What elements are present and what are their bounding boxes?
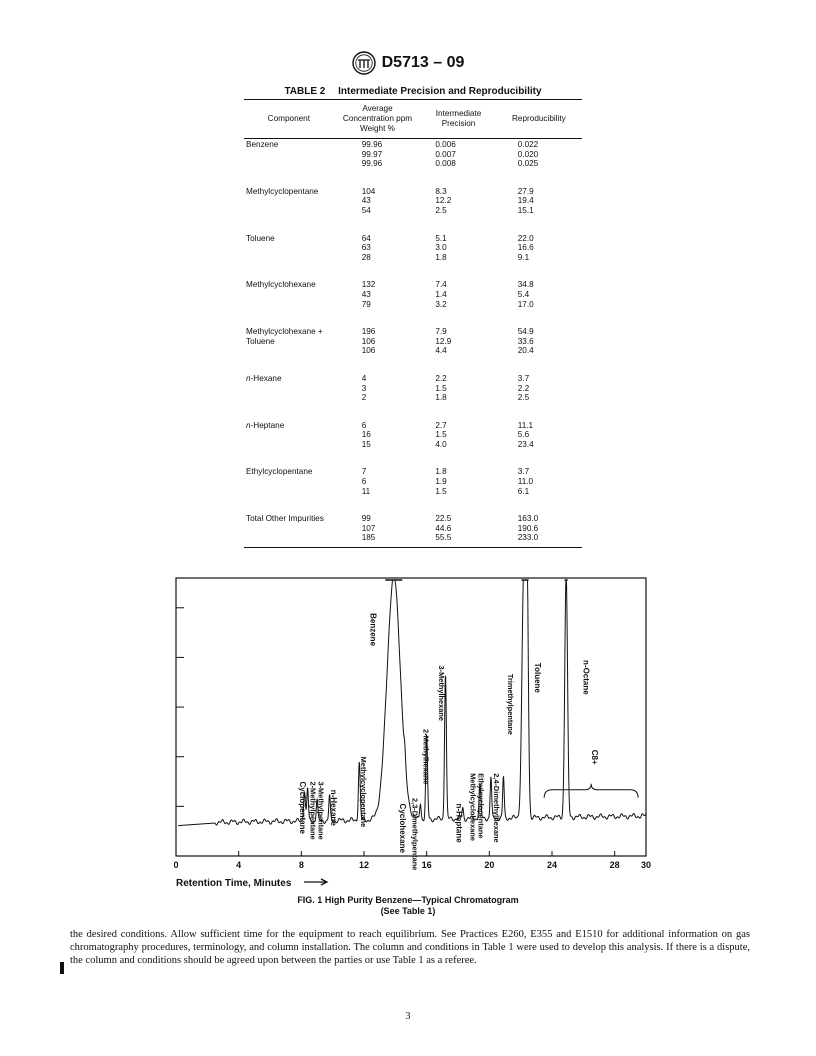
table-caption: Intermediate Precision and Reproducibility <box>338 86 542 97</box>
figure-caption <box>0 895 816 917</box>
table-row <box>244 139 582 186</box>
revision-change-bar <box>60 962 64 974</box>
peak-label: Methylcyclohexane <box>468 773 478 841</box>
precision-values: 7.9 12.9 4.4 <box>435 327 452 356</box>
peak-label: n-Octane <box>581 660 591 695</box>
component-name: n-Hexane <box>246 373 282 383</box>
component-name: Ethylcyclopentane <box>246 467 313 477</box>
figure-caption-line-2: (See Table 1) <box>380 906 436 916</box>
table-row <box>244 373 582 420</box>
x-tick-label: 30 <box>640 860 652 870</box>
x-tick-label: 8 <box>298 860 304 870</box>
component-name: Methylcyclopentane <box>246 186 319 196</box>
peak-label: 2,4-Dimethylhexane <box>492 773 502 843</box>
reproducibility-values: 11.1 5.6 23.4 <box>517 420 534 449</box>
baseline-trace <box>178 823 215 826</box>
component-name: Benzene <box>246 140 279 149</box>
peak-label: Toluene <box>532 662 542 693</box>
peak-label: n-Heptane <box>454 803 464 843</box>
reproducibility-values: 34.8 5.4 17.0 <box>517 280 534 309</box>
x-tick-label: 28 <box>609 860 620 870</box>
component-name: Total Other Impurities <box>246 514 324 524</box>
concentration-values: 132 43 79 <box>361 280 376 309</box>
signal-trace <box>215 580 646 825</box>
x-tick-label: 4 <box>236 860 242 870</box>
x-axis-arrow-icon <box>304 879 327 885</box>
precision-values: 7.4 1.4 3.2 <box>435 280 447 309</box>
header-concentration: Average Concentration ppm Weight % <box>334 100 422 139</box>
table-row <box>244 326 582 373</box>
peak-label: 3-Methylpentane <box>316 781 326 840</box>
concentration-values: 196 106 106 <box>361 327 376 356</box>
header-component: Component <box>244 100 334 139</box>
precision-values: 22.5 44.6 55.5 <box>435 514 452 543</box>
concentration-values: 7 6 11 <box>361 467 371 496</box>
table-title <box>244 86 582 97</box>
chromatogram-figure <box>170 574 660 894</box>
table-row <box>244 186 582 233</box>
peak-label: 2,3-Dimethylpentane <box>410 798 420 871</box>
table-row <box>244 420 582 467</box>
precision-table <box>244 99 582 548</box>
concentration-values: 64 63 28 <box>361 233 371 262</box>
concentration-values: 99.96 99.97 99.96 <box>361 140 383 169</box>
peak-label: Cyclohexane <box>398 803 408 853</box>
precision-values: 8.3 12.2 2.5 <box>435 186 452 215</box>
peak-label: Benzene <box>368 613 378 647</box>
peak-label: Ethylcyclopentane <box>476 773 486 839</box>
peak-label: Methylcyclopentane <box>358 756 368 828</box>
component-name: Methylcyclohexane <box>246 280 316 290</box>
reproducibility-values: 0.022 0.020 0.025 <box>517 140 539 169</box>
table-row <box>244 233 582 280</box>
concentration-values: 104 43 54 <box>361 186 376 215</box>
table-label: TABLE 2 <box>284 86 326 97</box>
astm-logo-icon <box>352 51 376 75</box>
precision-values: 0.006 0.007 0.008 <box>435 140 456 169</box>
x-axis-label: Retention Time, Minutes <box>176 878 292 889</box>
x-tick-label: 0 <box>173 860 179 870</box>
document-id: D5713 – 09 <box>381 54 465 71</box>
figure-caption-line-1: FIG. 1 High Purity Benzene—Typical Chromatogram <box>297 895 519 905</box>
peak-label: 2-Methylpentane <box>308 781 318 840</box>
precision-values: 5.1 3.0 1.8 <box>435 233 447 262</box>
reproducibility-values: 163.0 190.6 233.0 <box>517 514 539 543</box>
c8-plus-label: C8+ <box>590 749 600 765</box>
peak-label: n-Hexane <box>329 789 339 826</box>
page-number: 3 <box>405 1011 411 1022</box>
body-paragraph: the desired conditions. Allow sufficient time for the equipment to reach equilibrium. See Practices E260, E355 and E1510 for additional information on gas chromatography procedures, terminology, and column installation. The column and conditions in Table 1 were used to develop this analysis. If there is a dispute, the column and conditions should be agreed upon between the parties or use Table 1 as a referee. <box>70 929 750 966</box>
x-tick-label: 12 <box>358 860 370 870</box>
precision-values: 1.8 1.9 1.5 <box>435 467 447 496</box>
header-reproducibility: Reproducibility <box>496 100 582 139</box>
concentration-values: 6 16 15 <box>361 420 371 449</box>
reproducibility-values: 54.9 33.6 20.4 <box>517 327 534 356</box>
peak-label: 2-Methylhexane <box>421 729 431 785</box>
peak-label: Trimethylpentane <box>506 673 516 736</box>
c8-plus-bracket <box>544 784 638 798</box>
table-row <box>244 513 582 547</box>
table-row <box>244 466 582 513</box>
component-name: Methylcyclohexane + Toluene <box>246 327 323 346</box>
component-name: n-Heptane <box>246 420 285 430</box>
table-row <box>244 279 582 326</box>
x-tick-label: 16 <box>421 860 432 870</box>
header-precision: Intermediate Precision <box>421 100 495 139</box>
precision-values: 2.7 1.5 4.0 <box>435 420 447 449</box>
document-header <box>0 50 816 76</box>
reproducibility-values: 27.9 19.4 15.1 <box>517 186 534 215</box>
peak-label: Cyclopentane <box>297 781 307 834</box>
reproducibility-values: 3.7 11.0 6.1 <box>517 467 534 496</box>
concentration-values: 99 107 185 <box>361 514 376 543</box>
reproducibility-values: 22.0 16.6 9.1 <box>517 233 534 262</box>
x-tick-label: 24 <box>546 860 558 870</box>
reproducibility-values: 3.7 2.2 2.5 <box>517 373 530 403</box>
peak-label: 3-Methylhexane <box>437 665 447 722</box>
component-name: Toluene <box>246 233 275 243</box>
x-tick-label: 20 <box>484 860 495 870</box>
chromatogram-chart <box>170 574 660 894</box>
concentration-values: 4 3 2 <box>361 373 367 403</box>
precision-values: 2.2 1.5 1.8 <box>435 373 447 403</box>
